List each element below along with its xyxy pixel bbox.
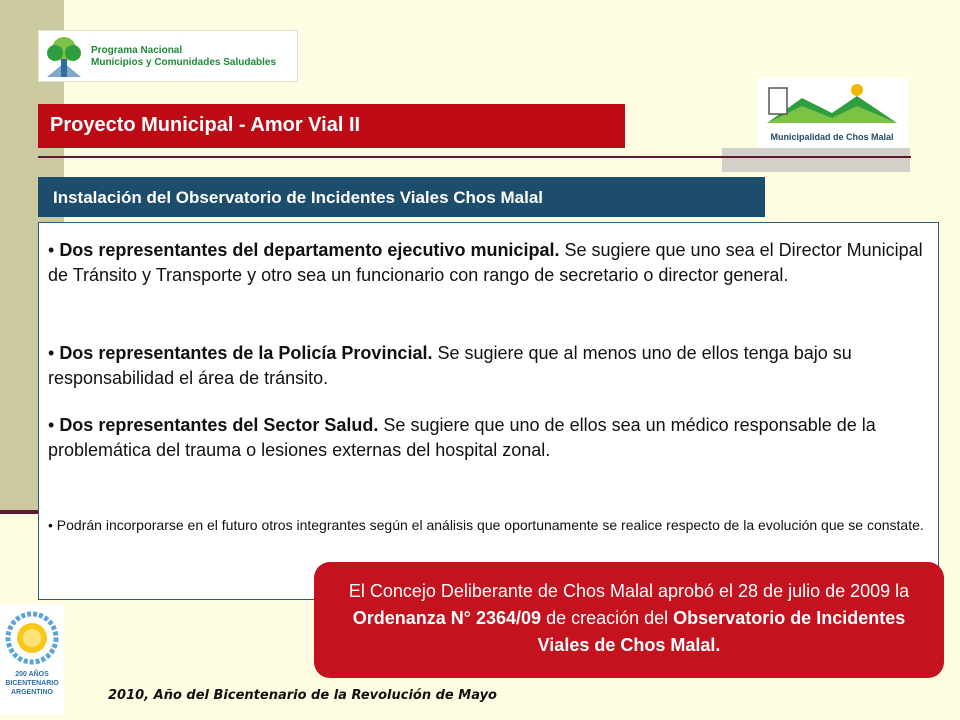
ordinance-callout <box>314 562 944 678</box>
program-logo-line1: Programa Nacional <box>91 45 183 56</box>
bullet-text: Se sugiere que al menos uno de ellos tenga bajo su responsabilidad el área de tránsito. <box>48 343 852 388</box>
municipality-logo-graphic <box>757 78 908 148</box>
callout-text-1: El Concejo Deliberante de Chos Malal aprobó el 28 de julio de 2009 la <box>348 581 910 601</box>
callout-ordinance: Ordenanza N° 2364/09 <box>352 608 542 628</box>
page-title: Proyecto Municipal - Amor Vial II <box>50 114 361 136</box>
section-subtitle: Instalación del Observatorio de Incidentes Viales Chos Malal <box>53 188 544 207</box>
program-logo <box>38 30 298 82</box>
footer-text: 2010, Año del Bicentenario de la Revolución de Mayo <box>108 688 497 703</box>
sun-icon <box>0 604 64 668</box>
bullet-bold: Dos representantes del Sector Salud. <box>59 415 379 435</box>
bullet-text: Se sugiere que uno sea el Director Municipal de Tránsito y Transporte y otro sea un funcionario con rango de secretario o director general. <box>48 240 923 285</box>
bullet-text: Se sugiere que uno de ellos sea un médico responsable de la problemática del trauma o lesiones externas del hospital zonal. <box>48 415 876 460</box>
bullet-bold: Dos representantes de la Policía Provincial. <box>59 343 433 363</box>
bicentenario-line3: ARGENTINO <box>11 689 53 696</box>
bullet-text: Podrán incorporarse en el futuro otros integrantes según el análisis que oportunamente se realice respecto de la evolución que se constate. <box>56 517 924 533</box>
subtitle-banner <box>38 177 765 217</box>
callout-text-2: de creación del <box>541 608 674 628</box>
callout-observatory: Observatorio de Incidentes Viales de Chos Malal. <box>537 608 906 655</box>
bullet-item: • Dos representantes de la Policía Provincial. Se sugiere que al menos uno de ellos tenga bajo su responsabilidad el área de tránsito. <box>48 343 852 388</box>
program-logo-line2: Municipios y Comunidades Saludables <box>91 57 277 68</box>
bicentenario-line2: BICENTENARIO <box>5 680 59 687</box>
title-divider <box>38 156 911 158</box>
content-panel <box>38 222 939 600</box>
tree-icon <box>41 33 87 81</box>
left-accent-line <box>0 510 40 514</box>
bicentenario-logo <box>0 604 64 714</box>
municipality-logo-text: Municipalidad de Chos Malal <box>770 132 894 142</box>
bullet-item: • Podrán incorporarse en el futuro otros integrantes según el análisis que oportunamente se realice respecto de la evolución que se constate. <box>48 517 924 533</box>
title-banner <box>38 104 625 148</box>
logo-shadow <box>722 148 910 172</box>
bullet-item: • Dos representantes del departamento ejecutivo municipal. Se sugiere que uno sea el Director Municipal de Tránsito y Transporte y otro sea un funcionario con rango de secretario o director general. <box>48 240 923 285</box>
bullet-item: • Dos representantes del Sector Salud. Se sugiere que uno de ellos sea un médico responsable de la problemática del trauma o lesiones externas del hospital zonal. <box>48 415 876 460</box>
bicentenario-line1: 200 AÑOS <box>15 671 49 678</box>
bullet-bold: Dos representantes del departamento ejecutivo municipal. <box>59 240 560 260</box>
municipality-logo <box>757 78 908 148</box>
